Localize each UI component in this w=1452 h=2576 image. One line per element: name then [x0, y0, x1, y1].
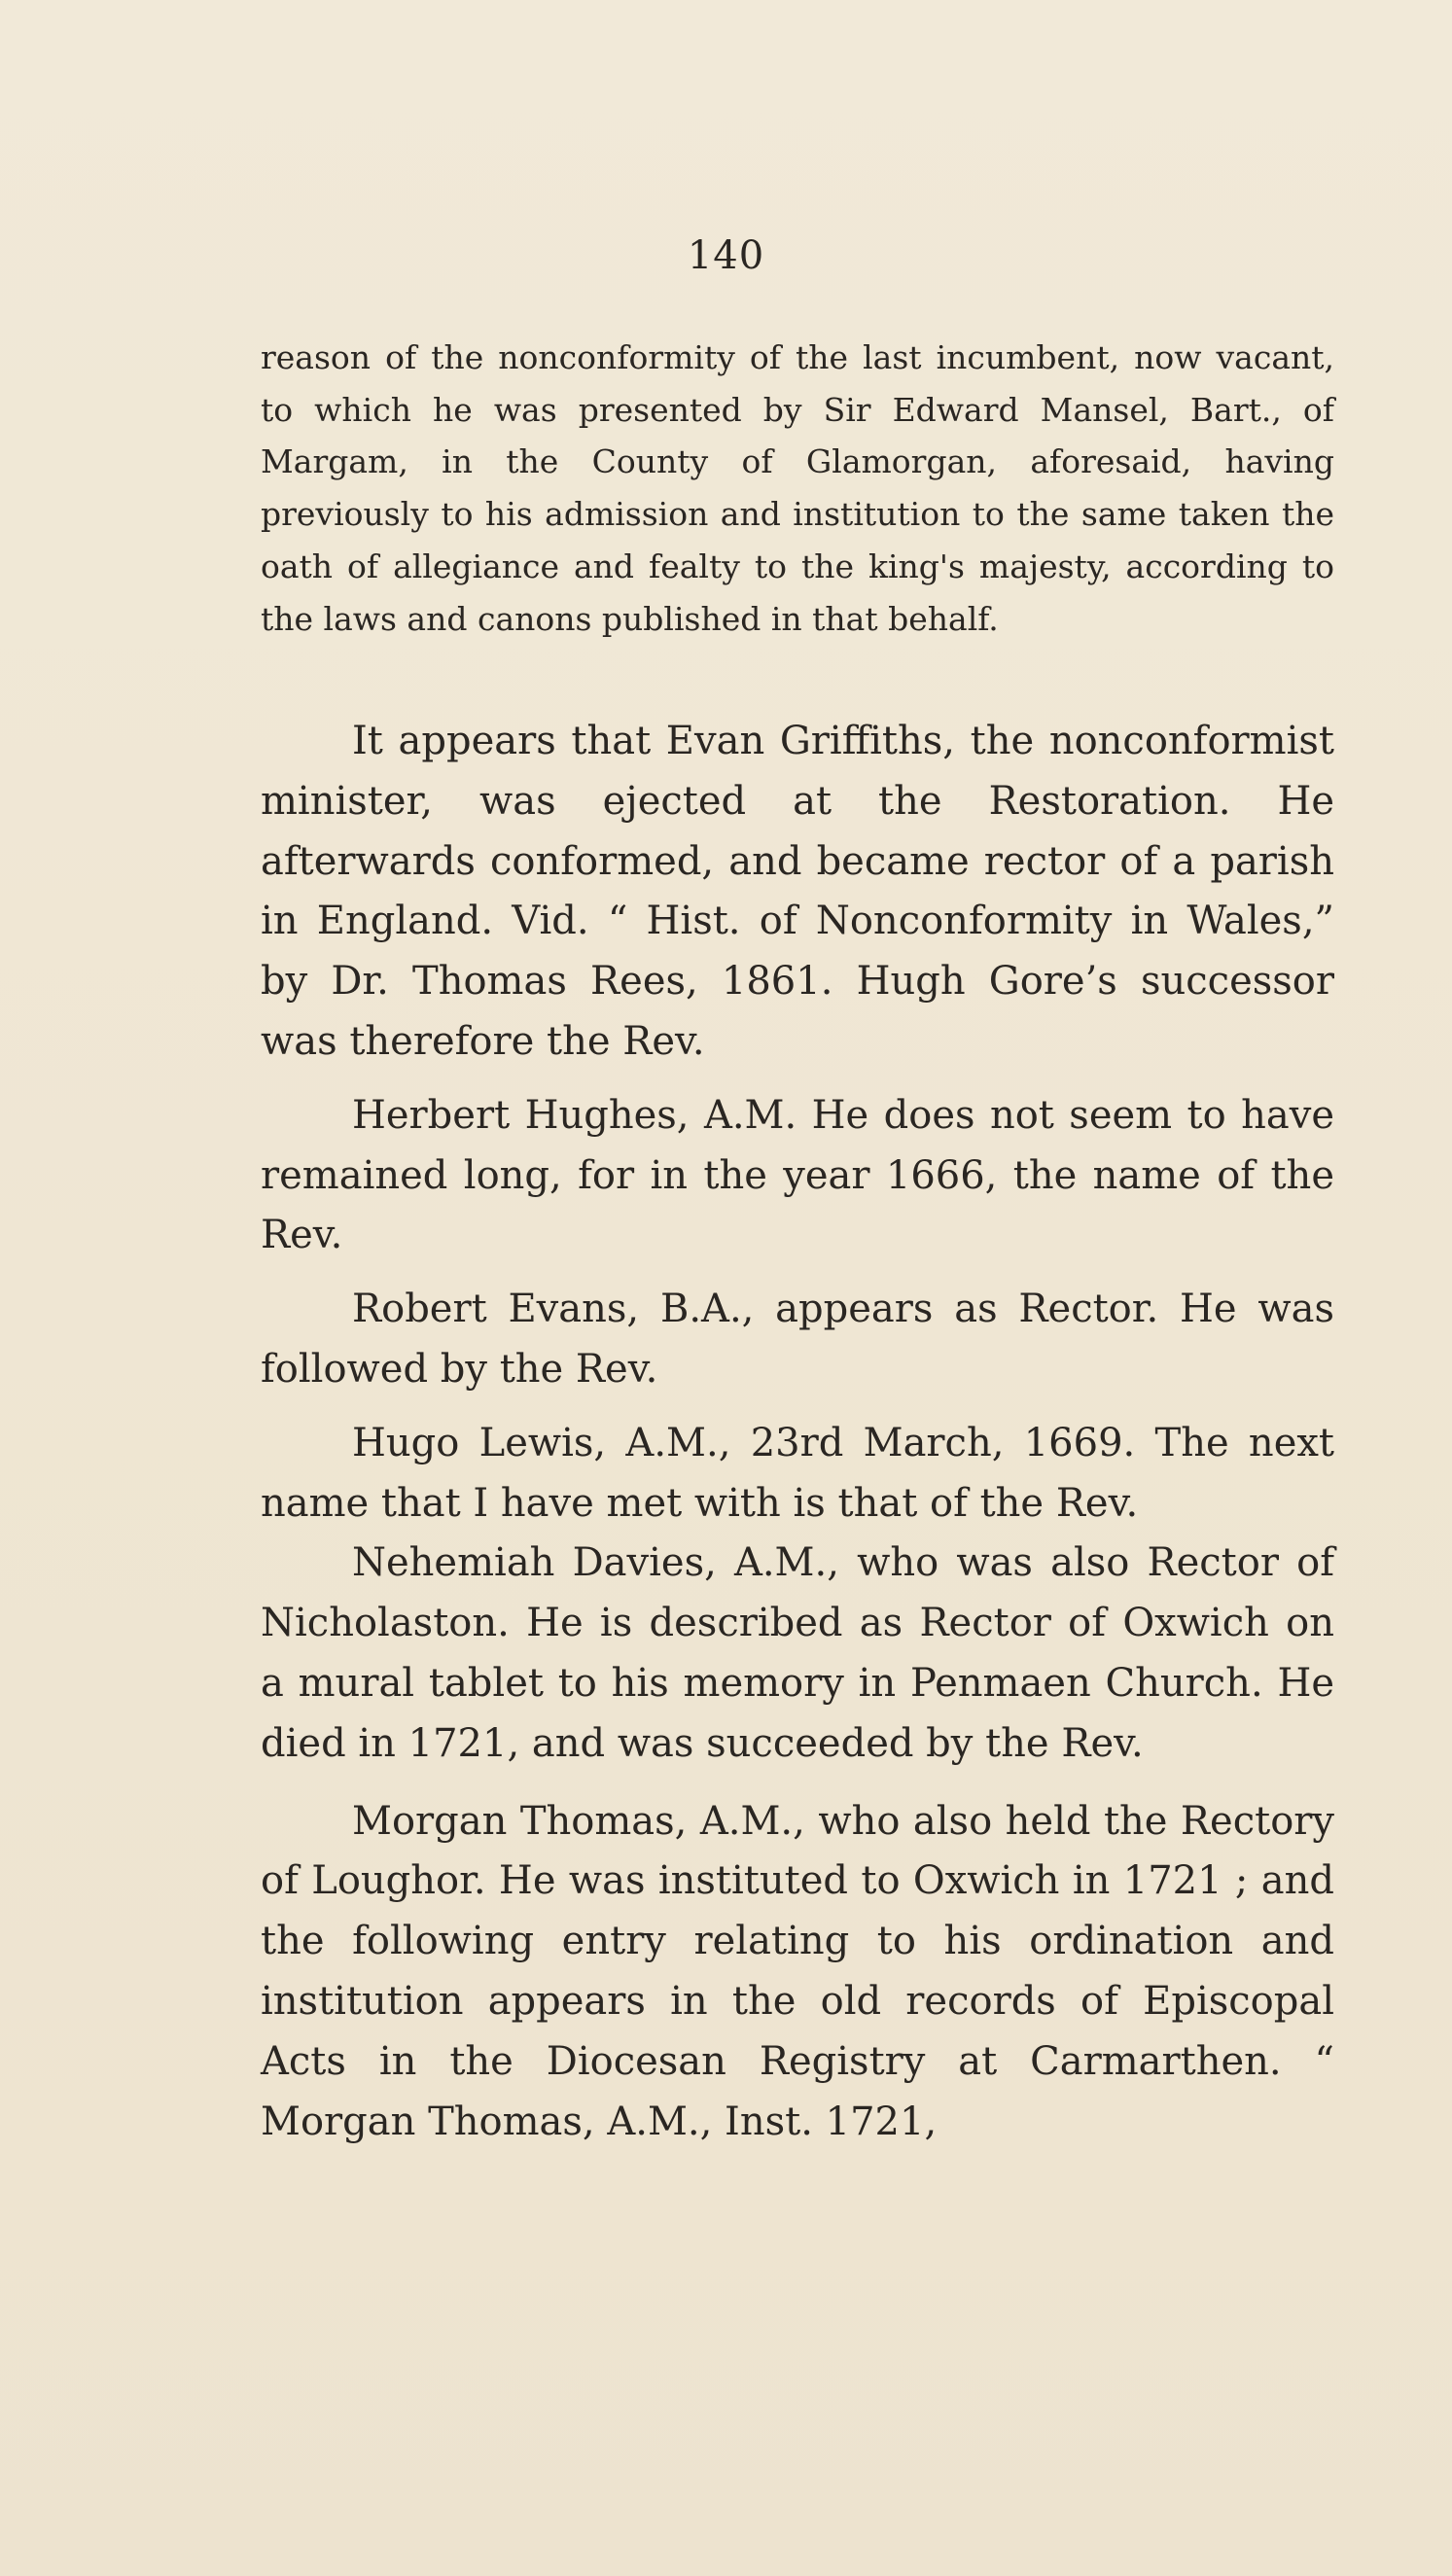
- paragraph-morgan-thomas: Morgan Thomas, A.M., who also held the Rectory of Loughor. He was instituted to Oxwich in 1721 ; and the following entry relating to his ordination and institution appears in the old records of Episcopal Acts in the Diocesan Registry at Carmarthen. “ Morgan Thomas, A.M., Inst. 1721,: [261, 1798, 1334, 2144]
- paragraph-hugo-lewis: Hugo Lewis, A.M., 23rd March, 1669. The next name that I have met with is that of the Rev.: [261, 1420, 1334, 1526]
- main-text-block: [261, 712, 1334, 2152]
- paragraph-robert-evans: Robert Evans, B.A., appears as Rector. He was followed by the Rev.: [261, 1287, 1334, 1392]
- paragraph-nehemiah-davies: Nehemiah Davies, A.M., who was also Rector of Nicholaston. He is described as Rector of Oxwich on a mural tablet to his memory in Penmaen Church. He died in 1721, and was succeeded by the Rev.: [261, 1540, 1334, 1766]
- paragraph-evan-griffiths: It appears that Evan Griffiths, the nonconformist minister, was ejected at the Restoration. He afterwards conformed, and became rector of a parish in England. Vid. “ Hist. of Nonconformity in Wales,” by Dr. Thomas Rees, 1861. Hugh Gore’s successor was therefore the Rev.: [261, 719, 1334, 1064]
- paragraph-herbert-hughes: Herbert Hughes, A.M. He does not seem to have remained long, for in the year 1666, the name of the Rev.: [261, 1092, 1334, 1258]
- paragraph-continued: reason of the nonconformity of the last incumbent, now vacant, to which he was presented by Sir Edward Mansel, Bart., of Margam, in the County of Glamorgan, aforesaid, having previously to his admission and institution to the same taken the oath of allegiance and fealty to the king's majesty, according to the laws and canons published in that behalf.: [261, 338, 1334, 638]
- page-number: 140: [687, 233, 765, 278]
- continued-text-block: [261, 332, 1334, 645]
